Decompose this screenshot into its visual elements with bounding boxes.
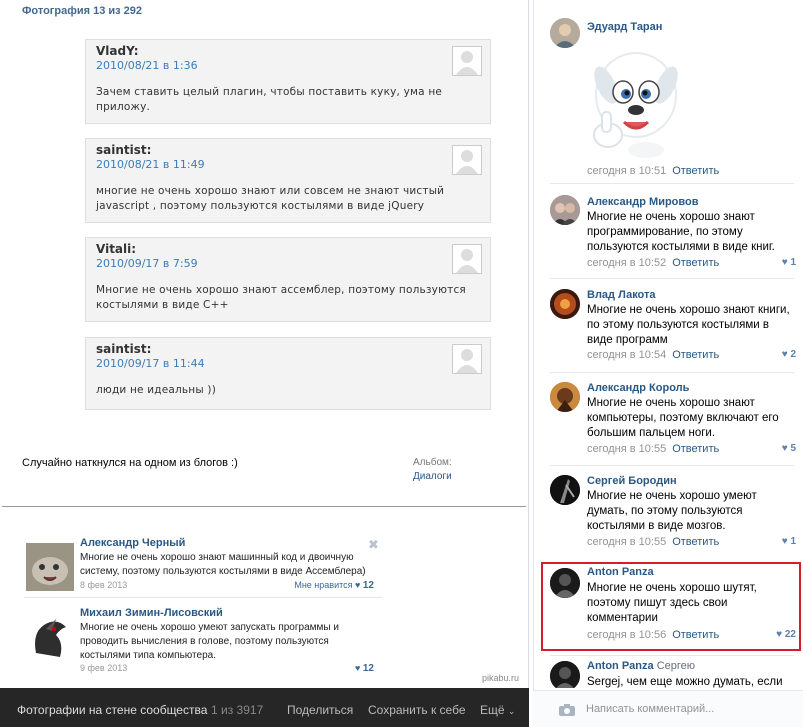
comment-author[interactable]: Александр Черный [80, 537, 186, 549]
comment-time [587, 257, 719, 269]
like-count: 12 [362, 663, 374, 674]
avatar[interactable] [550, 289, 580, 319]
reply-link[interactable]: Ответить [672, 349, 720, 361]
comment-date: 2010/09/17 в 7:59 [96, 257, 198, 270]
comment-input[interactable]: Написать комментарий... [586, 703, 715, 715]
author-name: Anton Panza [587, 660, 654, 672]
comment-author: Vitali: [96, 242, 137, 256]
camera-icon[interactable] [558, 703, 576, 722]
comment-text: Многие не очень хорошо знают программирование, по этому пользуются костылями в виде книг. [587, 211, 775, 253]
comment-time [587, 349, 719, 361]
reply-link[interactable]: Ответить [672, 257, 720, 269]
screenshot-comment [85, 337, 491, 410]
reply-link[interactable]: Ответить [672, 536, 720, 548]
comment-time [587, 536, 719, 548]
avatar[interactable] [550, 661, 580, 688]
comment-item [534, 380, 803, 460]
avatar [26, 613, 74, 661]
divider [550, 465, 794, 466]
avatar-placeholder-icon [452, 145, 482, 175]
comment-author[interactable]: Влад Лакота [587, 289, 656, 301]
comment-text: Многие не очень хорошо знают компьютеры, поэтому включают его большим пальцем ноги. [587, 397, 779, 439]
reply-link[interactable]: Ответить [672, 165, 720, 177]
comment-text: Многие не очень хорошо умеют запускать программы и проводить вычисления в голове, поэтому пользуются костылями типа компьютера. [80, 622, 339, 661]
comment-author: saintist: [96, 342, 152, 356]
more-button[interactable] [480, 703, 515, 717]
reply-link[interactable]: Ответить [672, 443, 720, 455]
like-count: 5 [790, 443, 796, 454]
like-count: 1 [790, 536, 796, 547]
chevron-down-icon: ⌄ [507, 706, 516, 716]
comment-time [587, 165, 719, 177]
divider [24, 597, 382, 598]
comment-date: 2010/08/21 в 1:36 [96, 59, 198, 72]
heart-icon: ♥ [355, 580, 361, 590]
comment-date: 8 фев 2013 [80, 580, 128, 590]
comment-date: 9 фев 2013 [80, 663, 128, 673]
comment-author[interactable]: Эдуард Таран [587, 21, 663, 33]
time-text: сегодня в 10:54 [587, 349, 667, 361]
comment-author: VladY: [96, 44, 139, 58]
reply-link[interactable]: Ответить [672, 629, 720, 641]
like-count: 1 [790, 257, 796, 268]
save-button[interactable]: Сохранить к себе [368, 703, 466, 717]
album-label: Альбом: [413, 457, 452, 468]
divider [550, 183, 794, 184]
photo-counter-header: Фотография 13 из 292 [22, 5, 143, 17]
comment-author: saintist: [96, 143, 152, 157]
heart-icon: ♥ [781, 443, 788, 454]
photo-bottom-bar [0, 688, 529, 727]
divider [550, 278, 794, 279]
comment-text: Многие не очень хорошо знают ассемблер, поэтому пользуются костылями в виде C++ [96, 284, 466, 311]
time-text: сегодня в 10:55 [587, 443, 667, 455]
comment-text: Многие не очень хорошо знают книги, по этому пользуются костылями в виде программ [587, 304, 790, 346]
watermark: pikabu.ru [482, 673, 520, 683]
like-button[interactable] [294, 580, 374, 591]
screenshot-comment [85, 39, 491, 124]
like-count: 22 [784, 629, 796, 640]
photo-caption: Случайно наткнулся на одном из блогов :) [22, 457, 238, 469]
screenshot-comment [85, 138, 491, 223]
comment-author[interactable]: Anton Panza [587, 566, 654, 578]
comment-item [534, 18, 803, 178]
comment-item [534, 658, 803, 688]
album-title[interactable]: Фотографии на стене сообщества [17, 703, 208, 717]
comment-author[interactable]: Сергей Бородин [587, 475, 677, 487]
photo-image[interactable] [2, 0, 524, 508]
comment-text: многие не очень хорошо знают или совсем не знают чистый javascript , поэтому пользуются костылями в виде jQuery [96, 185, 445, 212]
like-button[interactable] [355, 663, 374, 674]
list-item [24, 537, 382, 599]
comment-time [587, 443, 719, 455]
like-button[interactable] [782, 349, 796, 360]
comment-date: 2010/08/21 в 11:49 [96, 158, 205, 171]
comment-text: Многие не очень хорошо шутят, поэтому пишут здесь свои комментарии [587, 582, 757, 624]
comment-input-bar [533, 690, 803, 727]
comment-item [534, 473, 803, 553]
divider [550, 655, 794, 656]
avatar-placeholder-icon [452, 244, 482, 274]
comment-text: Многие не очень хорошо умеют думать, по этому пользуются костылями в виде мозгов. [587, 490, 757, 532]
comment-author[interactable]: Александр Мировов [587, 196, 699, 208]
comment-author[interactable]: Михаил Зимин-Лисовский [80, 607, 223, 619]
list-item [24, 607, 382, 677]
close-icon[interactable]: ✖ [368, 537, 379, 552]
avatar-placeholder-icon [452, 344, 482, 374]
comment-item [534, 193, 803, 273]
lower-screenshot [2, 507, 526, 688]
time-text: сегодня в 10:55 [587, 536, 667, 548]
comment-author[interactable] [587, 660, 695, 672]
divider [550, 372, 794, 373]
avatar-placeholder-icon [452, 46, 482, 76]
heart-icon: ♥ [781, 349, 788, 360]
comment-author[interactable]: Александр Король [587, 382, 690, 394]
time-text: сегодня в 10:51 [587, 165, 667, 177]
comment-text: люди не идеальны )) [96, 384, 216, 396]
avatar[interactable] [550, 475, 580, 505]
time-text: сегодня в 10:56 [587, 629, 667, 641]
comment-text: Зачем ставить целый плагин, чтобы поставить куку, ума не приложу. [96, 86, 443, 113]
avatar[interactable] [550, 18, 580, 48]
comment-text: Sergej, чем еще можно думать, если [587, 676, 783, 688]
heart-icon: ♥ [781, 257, 788, 268]
album-link: Диалоги [413, 471, 452, 482]
reply-to: Сергею [656, 660, 696, 672]
avatar[interactable] [550, 382, 580, 412]
heart-icon: ♥ [355, 663, 361, 673]
comment-text: Многие не очень хорошо знают машинный код и двоичную систему, поэтому пользуются костылями в виде Ассемблера) [80, 552, 366, 577]
heart-icon: ♥ [781, 536, 788, 547]
more-label: Ещё [480, 703, 505, 717]
heart-icon: ♥ [776, 629, 783, 640]
time-text: сегодня в 10:52 [587, 257, 667, 269]
like-count: 12 [362, 580, 374, 591]
like-count: 2 [790, 349, 796, 360]
photo-counter: 1 из 3917 [211, 703, 264, 717]
avatar[interactable] [550, 195, 580, 225]
like-button[interactable] [782, 536, 796, 547]
comment-date: 2010/09/17 в 11:44 [96, 357, 205, 370]
like-button[interactable] [782, 257, 796, 268]
highlight-frame [541, 562, 801, 651]
screenshot-comment [85, 237, 491, 322]
sticker-dog-thumbs-up [586, 40, 681, 162]
share-button[interactable]: Поделиться [287, 703, 354, 717]
avatar [26, 543, 74, 591]
comment-item [534, 287, 803, 367]
like-label: Мне нравится [294, 580, 353, 590]
like-button[interactable] [782, 443, 796, 454]
